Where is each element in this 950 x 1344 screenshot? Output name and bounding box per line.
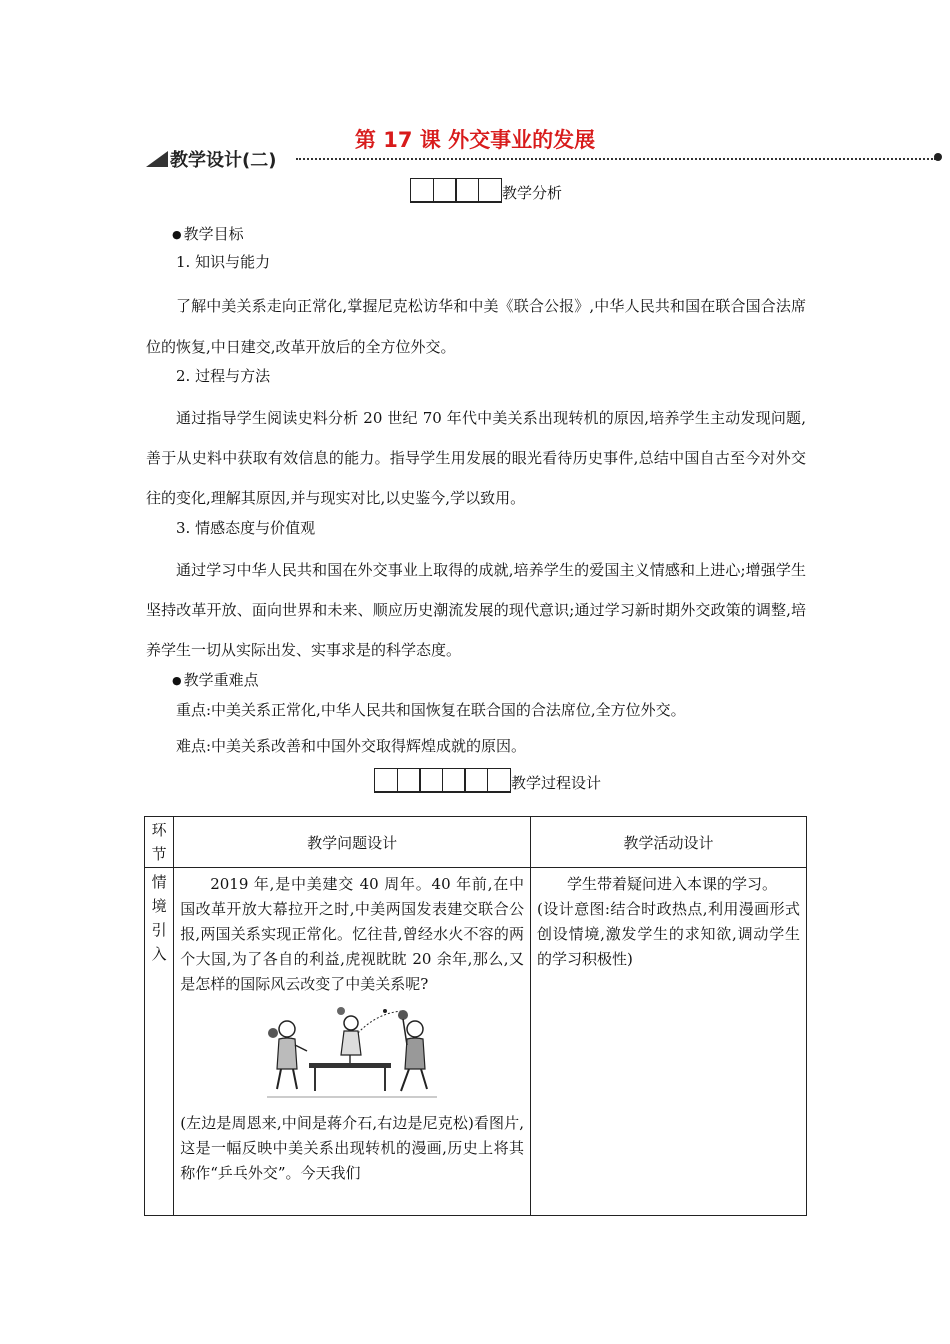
box-marks-icon bbox=[374, 768, 509, 793]
cartoon-caption: (左边是周恩来,中间是蒋介石,右边是尼克松)看图片,这是一幅反映中美关系出现转机的漫画,历史上将其称作“乒乓外交”。今天我们 bbox=[180, 1114, 525, 1182]
process-heading-text: 教学过程设计 bbox=[511, 774, 602, 792]
objective-title-3: 3. 情感态度与价值观 bbox=[176, 519, 316, 537]
design-label-text: 教学设计(二) bbox=[170, 150, 277, 171]
header-activity: 教学活动设计 bbox=[531, 817, 807, 868]
header-stage: 环节 bbox=[145, 817, 174, 868]
objective-text-2: 通过指导学生阅读史料分析 20 世纪 70 年代中美关系出现转机的原因,培养学生主动发现问题,善于从史料中获取有效信息的能力。指导学生用发展的眼光看待历史事件,总结中国自古至今对外交往的变化,理解其原因,并与现实对比,以史鉴今,学以致用。 bbox=[146, 409, 806, 507]
dot-end-icon bbox=[934, 153, 942, 161]
key-points-heading: ● 教学重难点 bbox=[172, 670, 259, 691]
analysis-heading bbox=[410, 178, 562, 203]
activity-text: 学生带着疑问进入本课的学习。 bbox=[567, 875, 778, 893]
process-heading bbox=[374, 768, 601, 793]
design-label bbox=[146, 146, 276, 172]
objective-title-1: 1. 知识与能力 bbox=[176, 253, 271, 271]
lesson-title: 第 17 课 外交事业的发展 bbox=[354, 128, 596, 152]
activity-cell bbox=[531, 868, 807, 1216]
objectives-heading: ● 教学目标 bbox=[172, 224, 244, 245]
process-table bbox=[144, 816, 807, 1216]
question-cell bbox=[174, 868, 531, 1216]
dotted-divider bbox=[296, 158, 936, 160]
objective-text-3: 通过学习中华人民共和国在外交事业上取得的成就,培养学生的爱国主义情感和上进心;增强学生坚持改革开放、面向世界和未来、顺应历史潮流发展的现代意识;通过学习新时期外交政策的调整,培养学生一切从实际出发、实事求是的科学态度。 bbox=[146, 561, 806, 659]
key-point-focus: 重点:中美关系正常化,中华人民共和国恢复在联合国的合法席位,全方位外交。 bbox=[176, 701, 686, 719]
stage-cell: 情境引入 bbox=[145, 868, 174, 1216]
analysis-heading-text: 教学分析 bbox=[502, 184, 563, 202]
objective-title-2: 2. 过程与方法 bbox=[176, 367, 271, 385]
objective-text-1: 了解中美关系走向正常化,掌握尼克松访华和中美《联合公报》,中华人民共和国在联合国合法席位的恢复,中日建交,改革开放后的全方位外交。 bbox=[146, 297, 806, 356]
design-intent-text: (设计意图:结合时政热点,利用漫画形式创设情境,激发学生的求知欲,调动学生的学习积极性) bbox=[537, 900, 800, 968]
question-text: 2019 年,是中美建交 40 周年。40 年前,在中国改革开放大幕拉开之时,中美两国发表建交联合公报,两国关系实现正常化。忆往昔,曾经水火不容的两个大国,为了各自的利益,虎视眈眈 20 余年,那么,又是怎样的国际风云改变了中美关系呢? bbox=[180, 875, 525, 993]
table-row bbox=[145, 868, 807, 1216]
table-header-row bbox=[145, 817, 807, 868]
header-question: 教学问题设计 bbox=[174, 817, 531, 868]
box-marks-icon bbox=[410, 178, 500, 203]
triangle-mark-icon bbox=[146, 151, 168, 167]
ping-pong-cartoon-icon bbox=[267, 1003, 437, 1103]
key-point-difficulty: 难点:中美关系改善和中国外交取得辉煌成就的原因。 bbox=[176, 737, 527, 755]
